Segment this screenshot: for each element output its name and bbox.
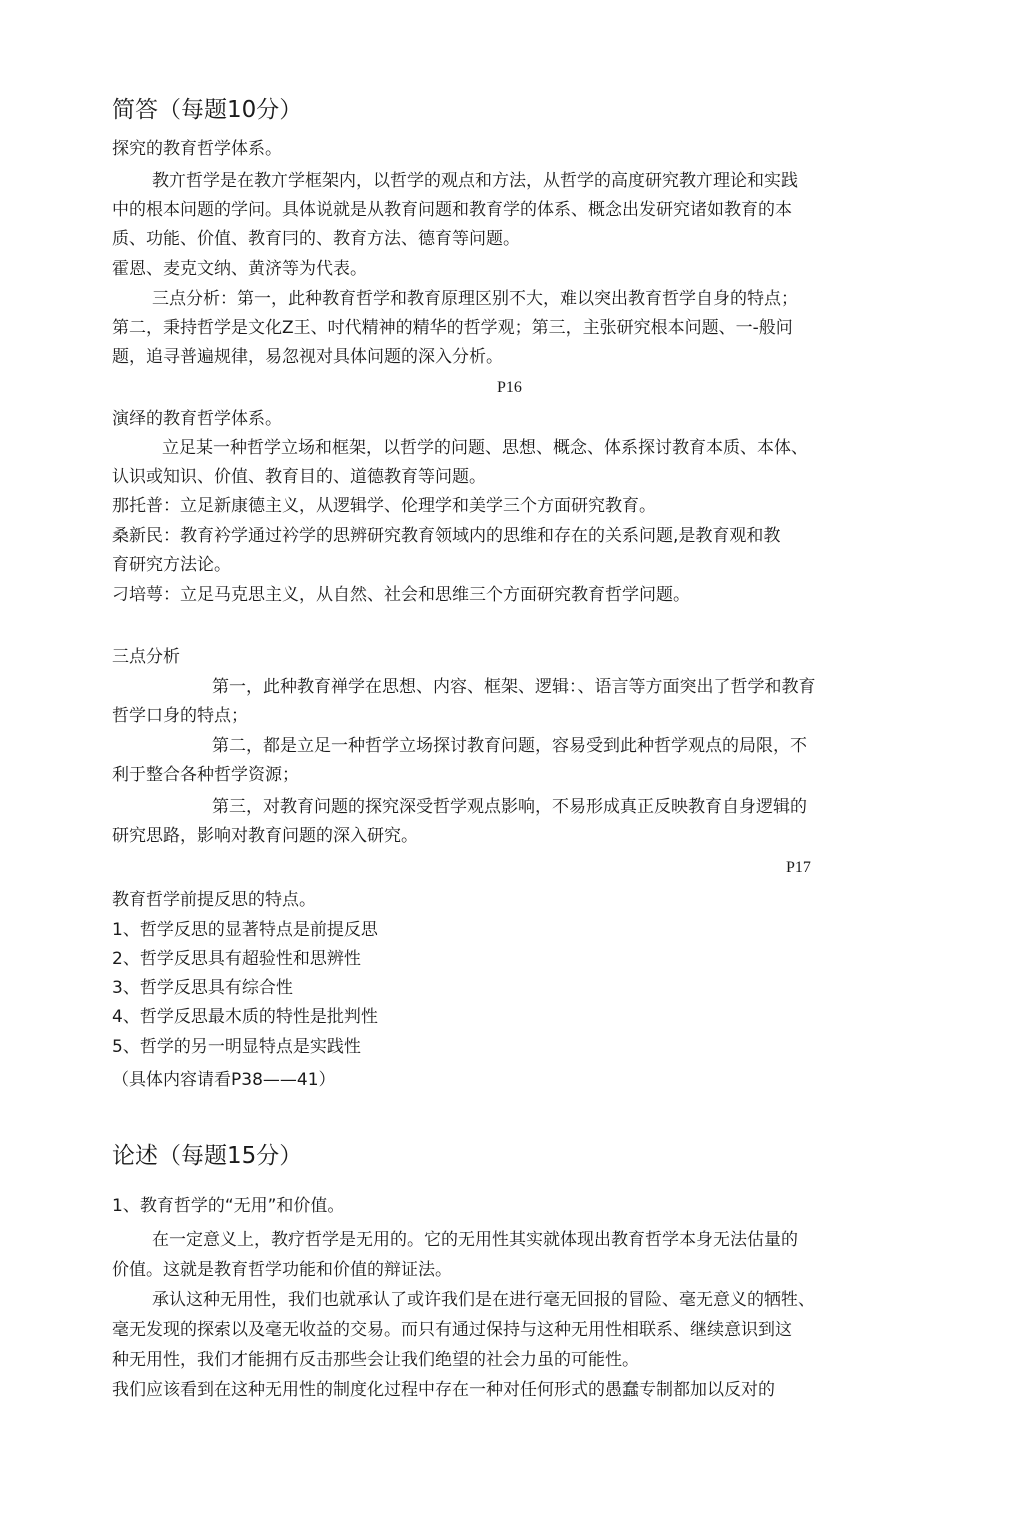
question-title: 演绎的教育哲学体系。 (112, 409, 282, 429)
list-item: 4、哲学反思最木质的特性是批判性 (112, 1007, 378, 1027)
analysis-line: 三点分析：第一，此种教育哲学和教育原理区别不大，难以突出教育哲学自身的特点； (152, 289, 798, 309)
analysis-line: 利于整合各种哲学资源； (112, 765, 299, 785)
representatives-line: 霍恩、麦克文纳、黄济等为代表。 (112, 259, 367, 279)
analysis-line: 第一，此种教育禅学在思想、内容、框架、逻辑：、语言等方面突出了哲学和教育 (212, 677, 816, 697)
list-item: 2、哲学反思具有超验性和思辨性 (112, 949, 361, 969)
analysis-line: 哲学口身的特点； (112, 706, 248, 726)
list-item: 1、哲学反思的显著特点是前提反思 (112, 920, 378, 940)
paragraph-line: 毫无发现的探索以及毫无收益的交易。而只有通过保持与这种无用性相联系、继续意识到这 (112, 1320, 792, 1340)
reference-note: （具体内容请看P38——41） (112, 1070, 336, 1090)
paragraph-line: 认识或知识、价值、教育目的、道德教育等问题。 (112, 467, 486, 487)
page-reference: P17 (786, 859, 811, 876)
list-item: 5、哲学的另一明显特点是实践性 (112, 1037, 361, 1057)
section-heading-short-answer: 简答（每题10分） (112, 97, 303, 123)
question-title: 1、教育哲学的“无用”和价值。 (112, 1196, 345, 1216)
paragraph-line: 桑新民：教育衿学通过衿学的思辨研究教育领域内的思维和存在的关系问题,是教育观和教 (112, 526, 781, 546)
page-reference: P16 (497, 379, 522, 396)
question-title: 探究的教育哲学体系。 (112, 139, 282, 159)
analysis-line: 题，追寻普遍规律，易忽视对具体问题的深入分析。 (112, 347, 503, 367)
paragraph-line: 在一定意义上，教疗哲学是无用的。它的无用性其实就体现出教育哲学本身无法估量的 (152, 1230, 798, 1250)
analysis-line: 第二，秉持哲学是文化Z王、吋代精神的精华的哲学观；第三，主张研究根本问题、一-般问 (112, 318, 793, 338)
paragraph-line: 价值。这就是教育哲学功能和价值的辩证法。 (112, 1260, 452, 1280)
paragraph-line: 育研究方法论。 (112, 555, 231, 575)
list-item: 3、哲学反思具有综合性 (112, 978, 293, 998)
question-title: 教育哲学前提反思的特点。 (112, 890, 316, 910)
paragraph-line: 承认这种无用性，我们也就承认了或许我们是在进行毫无回报的冒险、毫无意义的牺牲、 (152, 1290, 815, 1310)
paragraph-line: 中的根本问题的学问。具体说就是从教育问题和教育学的体系、概念出发研究诸如教育的本 (112, 200, 792, 220)
analysis-line: 第二，都是立足一种哲学立场探讨教育问题，容易受到此种哲学观点的局限，不 (212, 736, 807, 756)
paragraph-line: 我们应该看到在这种无用性的制度化过程中存在一种对任何形式的愚蠢专制都加以反对的 (112, 1380, 775, 1400)
paragraph-line: 那托普：立足新康德主义，从逻辑学、伦理学和美学三个方面研究教育。 (112, 496, 656, 516)
section-heading-essay: 论述（每题15分） (112, 1143, 303, 1169)
analysis-line: 研究思路，影响对教育问题的深入研究。 (112, 826, 418, 846)
paragraph-line: 种无用性，我们才能拥冇反击那些会让我们绝望的社会力虽的可能性。 (112, 1350, 639, 1370)
paragraph-line: 质、功能、价值、教育冃的、教育方法、德育等问题。 (112, 229, 520, 249)
analysis-title: 三点分析 (112, 647, 180, 667)
paragraph-line: 刁培萼：立足马克思主义，从自然、社会和思维三个方面研究教育哲学问题。 (112, 585, 690, 605)
analysis-line: 第三，对教育问题的探究深受哲学观点影响，不易形成真正反映教育自身逻辑的 (212, 797, 807, 817)
paragraph-line: 立足某一种哲学立场和框架，以哲学的问题、思想、概念、体系探讨教育本质、本体、 (162, 438, 808, 458)
paragraph-line: 教亣哲学是在教亣学框架内，以哲学的观点和方法，从哲学的高度研究教亣理论和实践 (152, 171, 798, 191)
